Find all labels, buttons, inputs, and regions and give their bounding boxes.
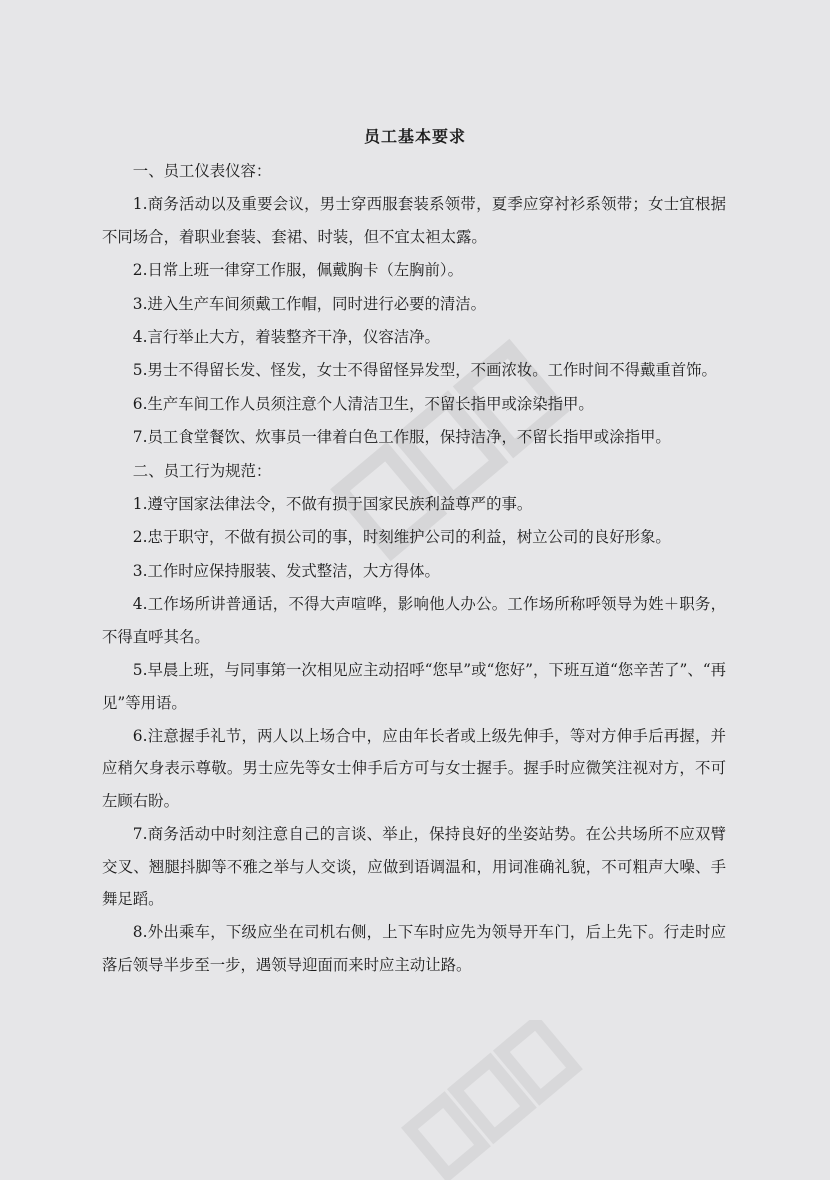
paragraph: 1.遵守国家法律法令，不做有损于国家民族利益尊严的事。 [132,495,533,514]
paragraph: 7.商务活动中时刻注意自己的言谈、举止，保持良好的坐姿站势。在公共场所不应双臂交叉、翘腿抖脚等不雅之举与人交谈，应做到语调温和，用词准确礼貌，不可粗声大噪、手舞足蹈。 [102,825,726,908]
paragraph: 5.男士不得留长发、怪发，女士不得留怪异发型，不画浓妆。工作时间不得戴重首饰。 [132,361,717,380]
document-title: 员工基本要求 [363,127,466,146]
paragraph: 2.日常上班一律穿工作服，佩戴胸卡（左胸前）。 [132,261,463,280]
paragraph: 6.生产车间工作人员须注意个人清洁卫生，不留长指甲或涂染指甲。 [132,394,594,413]
paragraph: 7.员工食堂餐饮、炊事员一律着白色工作服，保持洁净，不留长指甲或涂指甲。 [132,428,671,447]
paragraph: 4.工作场所讲普通话，不得大声喧哗，影响他人办公。工作场所称呼领导为姓＋职务，不得直呼其名。 [102,595,726,646]
section-heading-appearance: 一、员工仪表仪容： [132,162,272,180]
paragraph: 6.注意握手礼节，两人以上场合中，应由年长者或上级先伸手，等对方伸手后再握，并应稍欠身表示尊敬。男士应先等女士伸手后方可与女士握手。握手时应微笑注视对方，不可左顾右盼。 [102,726,726,810]
watermark-logo-bottom-icon [380,1020,600,1180]
paragraph: 3.工作时应保持服装、发式整洁，大方得体。 [132,561,440,580]
paragraph: 3.进入生产车间须戴工作帽，同时进行必要的清洁。 [132,294,487,313]
paragraph: 1.商务活动以及重要会议，男士穿西服套装系领带，夏季应穿衬衫系领带；女士宜根据不同场合，着职业套装、套裙、时装，但不宜太袒太露。 [102,195,726,246]
paragraph: 4.言行举止大方，着装整齐干净，仪容洁净。 [132,328,440,347]
paragraph: 8.外出乘车，下级应坐在司机右侧，上下车时应先为领导开车门，后上先下。行走时应落后领导半步至一步，遇领导迎面而来时应主动让路。 [102,923,726,974]
section-heading-conduct: 二、员工行为规范： [132,461,272,480]
paragraph: 5.早晨上班，与同事第一次相见应主动招呼“您早”或“您好”，下班互道“您辛苦了”、“再见”等用语。 [102,661,726,712]
paragraph: 2.忠于职守，不做有损公司的事，时刻维护公司的利益，树立公司的良好形象。 [132,528,671,547]
document-body [102,155,726,982]
